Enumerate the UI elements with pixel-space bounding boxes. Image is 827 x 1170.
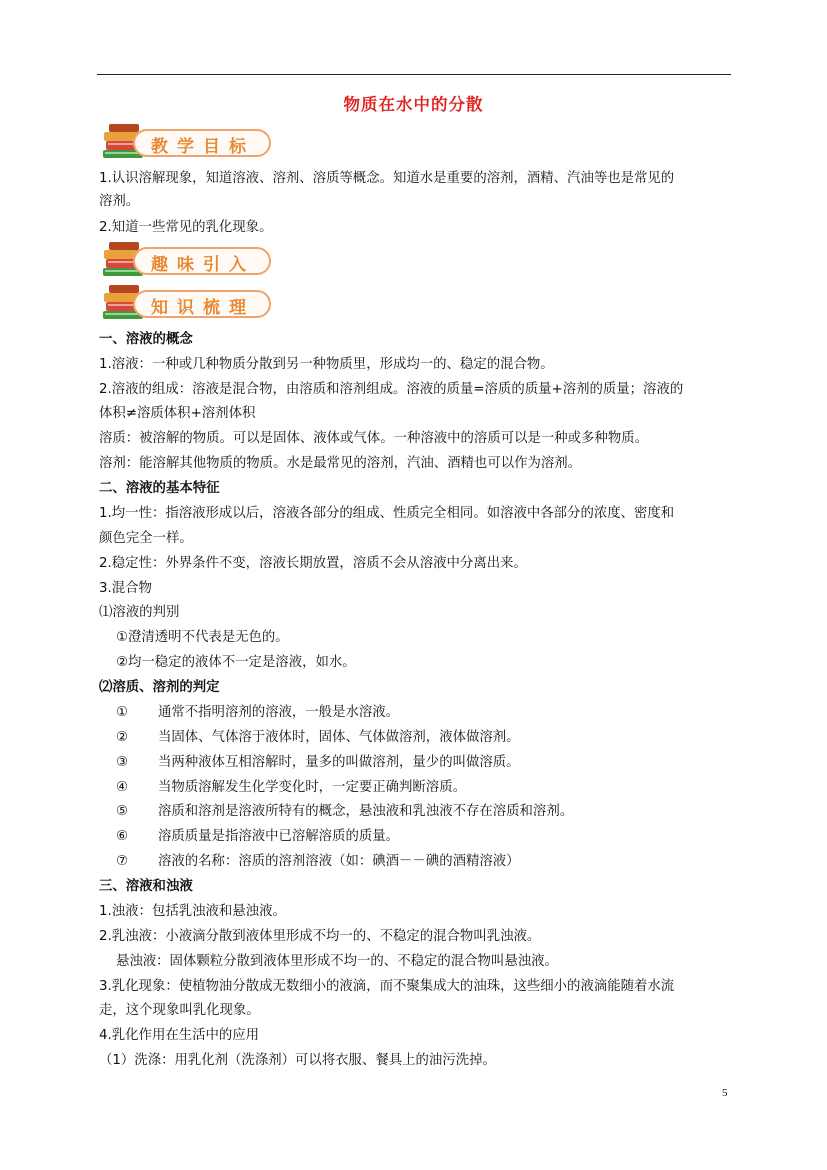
section-heading: 三、溶液和浊液 bbox=[99, 879, 193, 894]
banner-label: 趣味引入 bbox=[151, 255, 255, 275]
list-item: 溶液的名称：溶质的溶剂溶液（如：碘酒－－碘的酒精溶液） bbox=[158, 854, 520, 869]
text-line: 1.溶液：一种或几种物质分散到另一种物质里，形成均一的、稳定的混合物。 bbox=[99, 357, 554, 372]
text-line: ①澄清透明不代表是无色的。 bbox=[116, 630, 289, 645]
text-line: 体积≠溶质体积+溶剂体积 bbox=[99, 406, 256, 421]
text-line: 3.混合物 bbox=[99, 581, 152, 596]
list-item: 当物质溶解发生化学变化时，一定要正确判断溶质。 bbox=[158, 780, 466, 795]
item-number: ② bbox=[116, 730, 129, 745]
list-item: 溶质和溶剂是溶液所特有的概念，悬浊液和乳浊液不存在溶质和溶剂。 bbox=[158, 804, 574, 819]
text-line: 1.均一性：指溶液形成以后，溶液各部分的组成、性质完全相同。如溶液中各部分的浓度、密度和 bbox=[99, 506, 675, 521]
text-line: ⑴溶液的判别 bbox=[99, 605, 180, 620]
text-line: 3.乳化现象：使植物油分散成无数细小的液滴，而不聚集成大的油珠，这些细小的液滴能随着水流 bbox=[99, 979, 675, 994]
text-line: 悬浊液：固体颗粒分散到液体里形成不均一的、不稳定的混合物叫悬浊液。 bbox=[116, 954, 558, 969]
text-line: 1.浊液：包括乳浊液和悬浊液。 bbox=[99, 904, 286, 919]
subsection-heading: ⑵溶质、溶剂的判定 bbox=[99, 680, 220, 695]
list-item: 当两种液体互相溶解时，量多的叫做溶剂，量少的叫做溶质。 bbox=[158, 755, 520, 770]
banner-teaching-goals bbox=[99, 122, 271, 162]
goal-line: 2.知道一些常见的乳化现象。 bbox=[99, 220, 273, 235]
item-number: ① bbox=[116, 705, 129, 720]
list-item: 通常不指明溶剂的溶液，一般是水溶液。 bbox=[158, 705, 400, 720]
section-heading: 一、溶液的概念 bbox=[99, 332, 193, 347]
banner-label: 教学目标 bbox=[151, 137, 255, 157]
header-rule bbox=[97, 74, 731, 75]
text-line: ②均一稳定的液体不一定是溶液，如水。 bbox=[116, 655, 356, 670]
text-line: （1）洗涤：用乳化剂（洗涤剂）可以将衣服、餐具上的油污洗掉。 bbox=[99, 1053, 496, 1068]
goal-line: 溶剂。 bbox=[99, 194, 140, 209]
text-line: 溶剂：能溶解其他物质的物质。水是最常见的溶剂，汽油、酒精也可以作为溶剂。 bbox=[99, 456, 582, 471]
item-number: ⑥ bbox=[116, 829, 129, 844]
text-line: 走，这个现象叫乳化现象。 bbox=[99, 1003, 260, 1018]
text-line: 溶质：被溶解的物质。可以是固体、液体或气体。一种溶液中的溶质可以是一种或多种物质。 bbox=[99, 431, 649, 446]
page-number: 5 bbox=[722, 1087, 728, 1099]
list-item: 当固体、气体溶于液体时，固体、气体做溶剂，液体做溶剂。 bbox=[158, 730, 520, 745]
text-line: 4.乳化作用在生活中的应用 bbox=[99, 1028, 260, 1043]
item-number: ⑦ bbox=[116, 854, 129, 869]
page-title: 物质在水中的分散 bbox=[343, 95, 484, 114]
list-item: 溶质质量是指溶液中已溶解溶质的质量。 bbox=[158, 829, 400, 844]
text-line: 颜色完全一样。 bbox=[99, 531, 193, 546]
item-number: ③ bbox=[116, 755, 129, 770]
text-line: 2.溶液的组成：溶液是混合物，由溶质和溶剂组成。溶液的质量=溶质的质量+溶剂的质量；溶液的 bbox=[99, 382, 684, 397]
banner-fun-intro bbox=[99, 240, 271, 280]
banner-label: 知识梳理 bbox=[151, 298, 255, 318]
item-number: ④ bbox=[116, 780, 129, 795]
text-line: 2.乳浊液：小液滴分散到液体里形成不均一的、不稳定的混合物叫乳浊液。 bbox=[99, 929, 541, 944]
section-heading: 二、溶液的基本特征 bbox=[99, 481, 220, 496]
banner-knowledge-review bbox=[99, 283, 271, 323]
goal-line: 1.认识溶解现象，知道溶液、溶剂、溶质等概念。知道水是重要的溶剂，酒精、汽油等也是常见的 bbox=[99, 171, 675, 186]
item-number: ⑤ bbox=[116, 804, 129, 819]
text-line: 2.稳定性：外界条件不变，溶液长期放置，溶质不会从溶液中分离出来。 bbox=[99, 556, 527, 571]
